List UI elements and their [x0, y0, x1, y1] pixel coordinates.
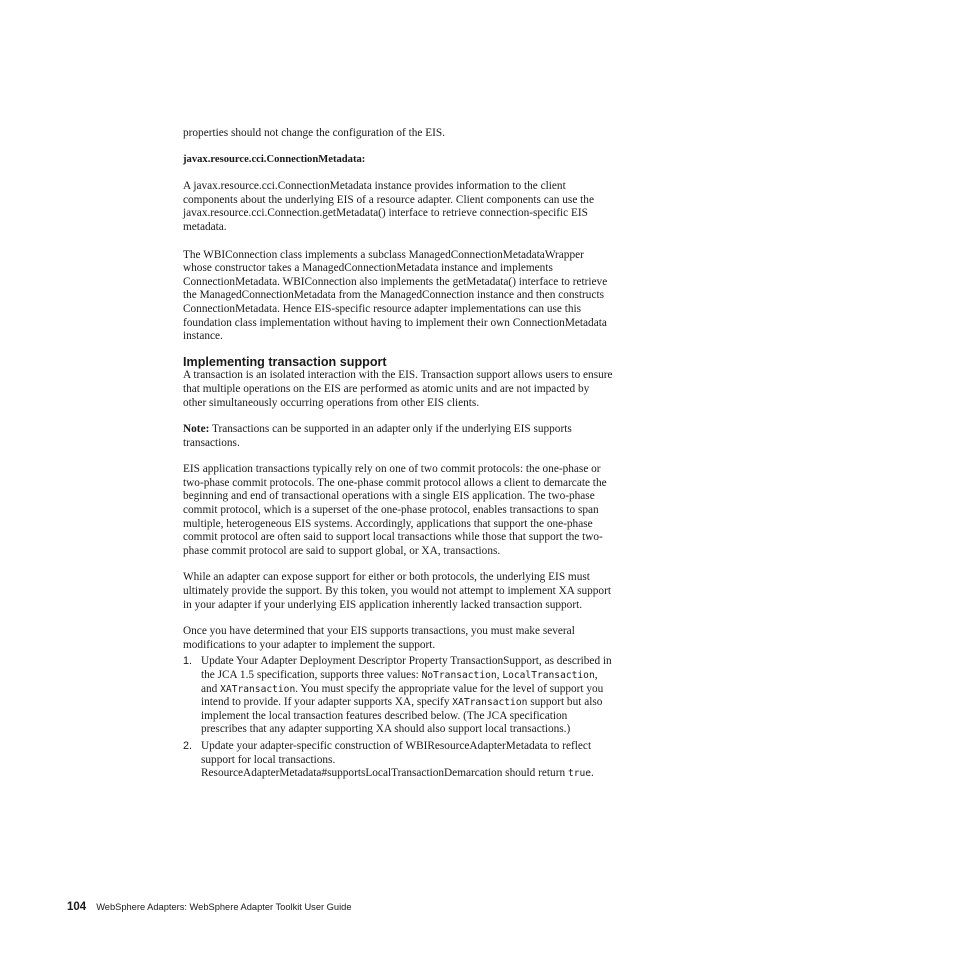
paragraph-connection-metadata: A javax.resource.cci.ConnectionMetadata instance provides information to the client components about the underlying EIS of a resource adapter. Client components can use the javax.resource.cci.Connection.getMetadata() interface to retrieve connection-specific EIS metadata.	[183, 180, 594, 233]
connection-metadata-heading: javax.resource.cci.ConnectionMetadata:	[183, 153, 366, 165]
footer-title: WebSphere Adapters: WebSphere Adapter Toolkit User Guide	[96, 902, 352, 912]
page-number: 104	[67, 901, 87, 913]
list-number: 2.	[183, 739, 193, 752]
list-text: .	[591, 767, 594, 780]
list-text: . You must specify the appropriate value for the level of support you intend to provide. If your adapter supports XA, specify	[201, 682, 604, 709]
note-text: Transactions can be supported in an adapter only if the underlying EIS supports transactions.	[183, 423, 572, 449]
list-item	[183, 740, 613, 781]
modifications-list	[183, 655, 613, 780]
list-text: Update your adapter-specific construction of WBIResourceAdapterMetadata to reflect support for local transactions. ResourceAdapterMetadata#supportsLocalTransactionDemarcation should return	[201, 739, 592, 780]
list-item	[183, 655, 613, 737]
code-true: true	[567, 768, 592, 780]
list-number: 1.	[183, 655, 193, 668]
section-heading-transaction: Implementing transaction support	[183, 354, 387, 369]
paragraph-properties: properties should not change the configuration of the EIS.	[183, 127, 445, 139]
code-local-transaction: LocalTransaction	[502, 670, 595, 681]
page-content	[183, 127, 613, 781]
note-label: Note:	[183, 423, 210, 436]
code-xa-transaction: XATransaction	[220, 683, 296, 695]
list-text: , and	[201, 669, 598, 695]
list-text: Update Your Adapter Deployment Descriptor Property TransactionSupport, as described in the JCA 1.5 specification, supports three values:	[201, 655, 612, 681]
paragraph-modifications: Once you have determined that your EIS supports transactions, you must make several modifications to your adapter to implement the support.	[183, 625, 575, 651]
list-text: support but also implement the local transaction features described below. (The JCA specification prescribes that any adapter supporting XA should also support local transactions.)	[201, 696, 603, 736]
code-no-transaction: NoTransaction	[421, 670, 497, 681]
paragraph-wbiconnection: The WBIConnection class implements a subclass ManagedConnectionMetadataWrapper whose constructor takes a ManagedConnectionMetadata instance and implements ConnectionMetadata. WBIConnection also implements the getMetadata() interface to retrieve the ManagedConnectionMetadata from the ManagedConnection instance and then constructs ConnectionMetadata. Hence EIS-specific resource adapter implementations can use this foundation class implementation without having to implement their own ConnectionMetadata instance.	[183, 248, 608, 343]
paragraph-expose-support: While an adapter can expose support for either or both protocols, the underlying EIS must ultimately provide the support. By this token, you would not attempt to implement XA support in your adapter if your underlying EIS application inherently lacked transaction support.	[183, 571, 611, 611]
paragraph-transaction-intro: A transaction is an isolated interaction with the EIS. Transaction support allows users to ensure that multiple operations on the EIS are performed as atomic units and are not impacted by other simultaneously occurring operations from other EIS clients.	[183, 369, 613, 409]
page-footer	[67, 901, 352, 913]
code-xa-transaction: XATransaction	[452, 697, 528, 709]
note	[183, 423, 613, 450]
paragraph-commit-protocols: EIS application transactions typically rely on one of two commit protocols: the one-phase or two-phase commit protocols. The one-phase commit protocol allows a client to demarcate the beginning and end of transactional operations with a single EIS application. The two-phase commit protocol, which is a superset of the one-phase protocol, enables transactions to span multiple, heterogeneous EIS systems. Accordingly, applications that support the one-phase commit protocol are often said to support local transactions while those that support the two-phase commit protocol are said to support global, or XA, transactions.	[183, 463, 607, 557]
list-text: ,	[496, 669, 503, 681]
